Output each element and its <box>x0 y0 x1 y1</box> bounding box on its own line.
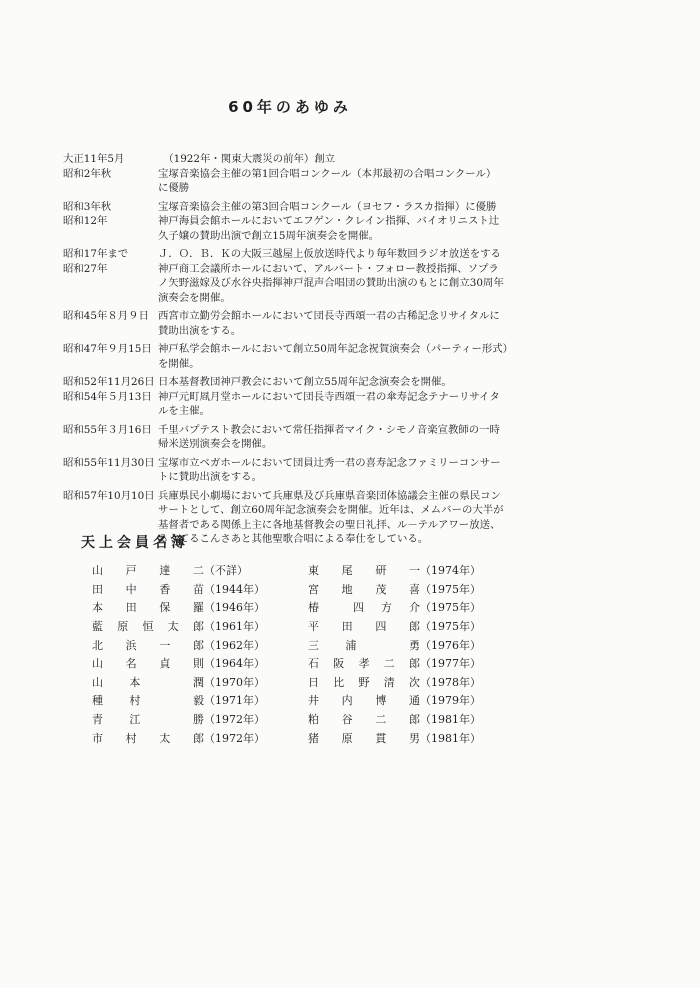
member-row <box>92 654 272 673</box>
member-name <box>308 562 420 578</box>
member-name-char: 郎 <box>192 638 204 652</box>
member-name-char: 田 <box>341 620 353 634</box>
member-name-char: 日 <box>308 675 319 689</box>
member-name-char: 三 <box>308 638 319 652</box>
member-row <box>92 691 272 710</box>
member-name-char: 潤 <box>192 675 204 689</box>
entry-description <box>158 167 523 196</box>
member-name-char: 本 <box>92 601 103 615</box>
entry-line: ノ矢野滋嫁及び水谷央指揮神戸混声合唱団の賛助出演のもとに創立30周年 <box>158 277 504 289</box>
entry-description <box>158 489 523 547</box>
member-name <box>308 674 420 690</box>
member-name <box>308 637 420 653</box>
member-name-char: 阪 <box>333 657 345 671</box>
chronology-entry <box>63 342 523 371</box>
member-name-char: 村 <box>129 694 141 708</box>
member-row <box>92 617 272 636</box>
member-name-char: 郎 <box>408 713 420 727</box>
member-year: （1970年） <box>204 675 265 689</box>
member-name-char: 名 <box>125 657 137 671</box>
entry-line: 宝塚音楽協会主催の第1回合唱コンクール（本邦最初の合唱コンクール） <box>158 167 497 180</box>
entry-line: 久子嬢の賛助出演で創立15周年演奏会を開催。 <box>158 229 380 242</box>
member-name <box>92 581 204 597</box>
entry-line: 西宮市立勤労会館ホールにおいて団長寺西頌一君の古稀記念リサイタルに <box>158 310 500 322</box>
entry-description <box>158 423 523 452</box>
member-name-char: 勝 <box>192 713 204 727</box>
member-name <box>92 730 204 746</box>
member-name-char: 則 <box>192 657 204 671</box>
member-name-char: 郎 <box>408 620 420 634</box>
member-year: （1964年） <box>204 657 265 671</box>
member-row <box>308 654 488 673</box>
chronology-entry <box>63 423 523 452</box>
member-name <box>308 599 420 615</box>
entry-line: 帰米送別演奏会を開催。 <box>158 438 273 450</box>
member-name-char: 次 <box>409 675 420 689</box>
member-name-char: 太 <box>159 731 171 745</box>
chronology-entry <box>63 390 523 419</box>
entry-description <box>158 390 523 419</box>
member-name-char: 達 <box>159 564 171 578</box>
member-row <box>308 728 488 747</box>
member-name <box>92 637 204 653</box>
member-name <box>92 711 204 727</box>
member-name-char: 井 <box>308 694 319 708</box>
member-row <box>92 580 272 599</box>
entry-description <box>158 456 523 485</box>
member-name-char: 地 <box>341 582 353 596</box>
member-year: （不詳） <box>204 564 248 578</box>
member-name-char: 男 <box>408 731 420 745</box>
member-name-char: 山 <box>92 657 103 671</box>
member-row <box>308 617 488 636</box>
member-name-char: 戸 <box>125 564 137 578</box>
member-name-char: 四 <box>353 601 364 615</box>
member-year: （1946年） <box>204 601 265 615</box>
chronology-entry <box>63 375 523 390</box>
member-name-char: 一 <box>408 564 420 578</box>
member-name-char: 比 <box>333 675 345 689</box>
member-name-char: 藍 <box>92 620 103 634</box>
entry-line: 兵庫県民小劇場において兵庫県及び兵庫県音楽団体協議会主催の県民コン <box>158 489 501 502</box>
member-name <box>308 711 420 727</box>
member-name-char: 種 <box>92 694 103 708</box>
member-name <box>308 618 420 634</box>
page-title: 60年のあゆみ <box>228 98 352 116</box>
entry-date: 昭和52年11月26日 <box>63 376 155 388</box>
member-year: （1975年） <box>420 620 481 634</box>
member-row <box>308 710 488 729</box>
entry-date: 昭和12年 <box>63 215 108 227</box>
member-name-char: 博 <box>375 694 387 708</box>
member-year: （1977年） <box>420 657 481 671</box>
member-year: （1981年） <box>420 731 481 745</box>
member-name-char: 粕 <box>308 713 319 727</box>
entry-date: 昭和3年秋 <box>63 200 112 213</box>
member-name <box>92 562 204 578</box>
entry-line: るうてるこんさあと其他聖歌合唱による奉仕をしている。 <box>158 533 429 545</box>
member-name-char: 勇 <box>408 638 420 652</box>
chronology-entry <box>63 262 523 306</box>
entry-date: 昭和55年３月16日 <box>63 423 152 436</box>
member-name <box>308 730 420 746</box>
member-name-char: 茂 <box>375 582 387 596</box>
chronology-list <box>63 152 523 547</box>
entry-line: ルを主催。 <box>158 405 210 417</box>
member-name <box>92 618 204 634</box>
entry-line: 基督者である関係上主に各地基督教会の聖日礼拝、ル－テルアワー放送、 <box>158 518 501 531</box>
member-name <box>92 599 204 615</box>
member-name-char: 村 <box>125 731 137 745</box>
entry-date: 昭和27年 <box>63 262 108 275</box>
member-name-char: 平 <box>308 620 319 634</box>
member-name-char: 介 <box>409 601 420 615</box>
member-name-char: 宮 <box>308 582 319 596</box>
member-name-char: 江 <box>129 713 141 727</box>
entry-date: 昭和2年秋 <box>63 167 112 180</box>
entry-line: 千里バプテスト教会において常任指揮者マイク・シモノ音楽宣教師の一時 <box>158 423 500 436</box>
member-name-char: 研 <box>375 564 387 578</box>
member-name-char: 苗 <box>192 582 204 596</box>
member-name-char: 郎 <box>409 657 420 671</box>
member-name-char: 内 <box>341 694 353 708</box>
entry-line: 神戸海員会館ホールにおいてエフゲン・クレイン指揮、バイオリニスト辻 <box>158 215 500 227</box>
chronology-entry <box>63 214 523 243</box>
members-list-right <box>308 561 488 747</box>
entry-description <box>158 200 523 215</box>
member-year: （1971年） <box>204 694 265 708</box>
member-row <box>308 673 488 692</box>
entry-date: 昭和54年５月13日 <box>63 390 152 403</box>
member-year: （1981年） <box>420 713 481 727</box>
entry-description <box>158 375 523 390</box>
member-name-char: 貫 <box>375 731 387 745</box>
member-row <box>92 635 272 654</box>
member-name-char: 市 <box>92 731 103 745</box>
entry-line: サートとして、創立60周年記念演奏会を開催。近年は、メムバーの大半が <box>158 504 504 516</box>
entry-description <box>158 214 523 243</box>
member-row <box>92 561 272 580</box>
entry-line: 神戸元町凮月堂ホールにおいて団長寺西頌一君の傘寿記念テナーリサイタ <box>158 390 500 403</box>
entry-description <box>158 309 523 338</box>
member-name-char: 東 <box>308 564 319 578</box>
entry-line: に優勝 <box>158 182 190 194</box>
member-name-char: 方 <box>381 601 392 615</box>
entry-date: 昭和57年10月10日 <box>63 489 155 502</box>
member-year: （1944年） <box>204 582 265 596</box>
member-name-char: 二 <box>375 713 387 727</box>
member-year: （1961年） <box>204 620 265 634</box>
entry-line: （1922年・関東大震災の前年）創立 <box>158 153 336 165</box>
member-name-char: 尾 <box>341 564 353 578</box>
entry-line: トに賛助出演をする。 <box>158 471 262 483</box>
member-name-char: 毅 <box>192 694 204 708</box>
entry-line: 演奏会を開催。 <box>158 291 231 304</box>
member-year: （1972年） <box>204 731 265 745</box>
member-row <box>308 561 488 580</box>
member-name-char: 一 <box>159 638 171 652</box>
member-name-char: 原 <box>341 731 353 745</box>
member-year: （1976年） <box>420 638 481 652</box>
member-name-char: 浜 <box>125 638 137 652</box>
member-name-char: 猪 <box>308 731 319 745</box>
member-name <box>92 674 204 690</box>
member-name-char: 田 <box>125 601 137 615</box>
chronology-entry <box>63 456 523 485</box>
entry-date: 昭和55年11月30日 <box>63 456 155 469</box>
entry-date: 昭和45年８月９日 <box>63 310 149 322</box>
member-name-char: 貞 <box>159 657 171 671</box>
member-name-char: 原 <box>117 620 129 634</box>
member-year: （1972年） <box>204 713 265 727</box>
entry-date: 昭和17年まで <box>63 248 129 260</box>
member-name <box>308 581 420 597</box>
members-title: 天上会員名簿 <box>81 535 189 551</box>
entry-description <box>158 342 523 371</box>
member-row <box>308 598 488 617</box>
member-year: （1978年） <box>420 675 481 689</box>
entry-date: 昭和47年９月15日 <box>63 343 152 355</box>
member-year: （1962年） <box>204 638 265 652</box>
member-name-char: 二 <box>383 657 395 671</box>
entry-line: Ｊ．Ｏ．Ｂ．Ｋの大阪三越屋上仮放送時代より毎年数回ラジオ放送をする <box>158 248 501 260</box>
member-name-char: 四 <box>375 620 387 634</box>
member-name-char: 山 <box>92 675 103 689</box>
member-row <box>308 635 488 654</box>
member-name-char: 喜 <box>408 582 420 596</box>
member-name-char: 保 <box>159 601 171 615</box>
entry-line: 日本基督教団神戸教会において創立55周年記念演奏会を開催。 <box>158 376 452 388</box>
member-name-char: 太 <box>167 620 179 634</box>
entry-date: 大正11年5月 <box>63 153 125 165</box>
entry-line: 神戸商工会議所ホールにおいて、アルバート・フォロー教授指揮、ソプラ <box>158 262 499 275</box>
member-name <box>92 692 204 708</box>
member-year: （1975年） <box>420 582 481 596</box>
member-name-char: 野 <box>358 675 370 689</box>
member-name-char: 孝 <box>358 657 370 671</box>
member-name <box>308 692 420 708</box>
chronology-entry <box>63 200 523 215</box>
member-row <box>92 673 272 692</box>
member-name-char: 二 <box>192 564 204 578</box>
member-name-char: 北 <box>92 638 103 652</box>
entry-description <box>158 152 523 167</box>
member-row <box>308 691 488 710</box>
entry-description <box>158 247 523 262</box>
member-name-char: 谷 <box>341 713 353 727</box>
member-year: （1975年） <box>420 601 481 615</box>
member-name-char: 田 <box>92 582 103 596</box>
entry-line: 宝塚市立ベガホールにおいて団員辻秀一君の喜寿記念ファミリーコンサー <box>158 456 501 469</box>
member-name-char: 中 <box>125 582 137 596</box>
chronology-entry <box>63 247 523 262</box>
chronology-entry <box>63 309 523 338</box>
member-name-char: 本 <box>129 675 141 689</box>
members-list-left <box>92 561 272 747</box>
member-name-char: 青 <box>92 713 103 727</box>
member-name-char: 山 <box>92 564 103 578</box>
chronology-entry <box>63 167 523 196</box>
member-name-char: 石 <box>308 657 319 671</box>
entry-line: 宝塚音楽協会主催の第3回合唱コンクール（ヨセフ・ラスカ指揮）に優勝 <box>158 200 497 213</box>
member-name-char: 郎 <box>192 731 204 745</box>
chronology-entry <box>63 152 523 167</box>
entry-description <box>158 262 523 306</box>
entry-line: 賛助出演をする。 <box>158 324 242 337</box>
member-name-char: 通 <box>408 694 420 708</box>
member-name-char: 恒 <box>142 620 154 634</box>
member-name-char: 浦 <box>345 638 357 652</box>
member-name-char: 椿 <box>308 601 319 615</box>
entry-line: を開催。 <box>158 357 200 370</box>
member-year: （1974年） <box>420 564 481 578</box>
member-name <box>308 655 420 671</box>
member-name-char: 香 <box>159 582 171 596</box>
member-name-char: 清 <box>383 675 395 689</box>
member-row <box>92 710 272 729</box>
member-row <box>308 580 488 599</box>
member-year: （1979年） <box>420 694 481 708</box>
member-name-char: 郎 <box>193 620 204 634</box>
member-row <box>92 728 272 747</box>
member-name <box>92 655 204 671</box>
member-name-char: 羅 <box>192 601 204 615</box>
entry-line: 神戸私学会館ホールにおいて創立50周年記念祝賀演奏会（パーティー形式） <box>158 343 514 355</box>
member-row <box>92 598 272 617</box>
